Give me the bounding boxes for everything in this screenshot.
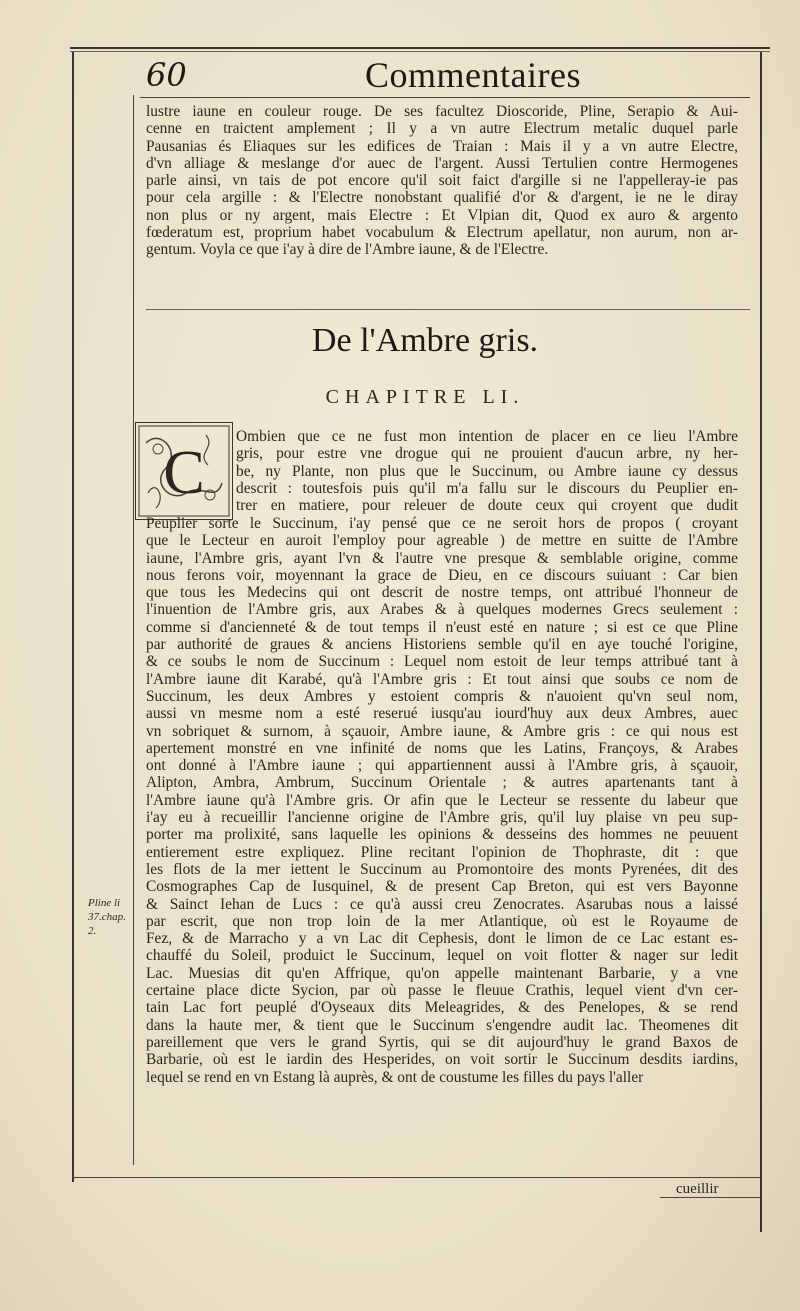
text-line: Cosmographes Cap de Iusquinel, & de present Cap Breton, qui est vers Bayonne xyxy=(146,878,738,896)
chapter-title: De l'Ambre gris. xyxy=(311,322,539,359)
margin-note xyxy=(88,896,130,938)
text-line: l'Ambre iaune dit Karabé, qu'à l'Ambre gris : Et tout ainsi que soubs ce nom de xyxy=(146,670,738,688)
dropcap-ornament xyxy=(136,423,232,519)
text-line: Pausanias és Eliaques sur les edifices de Traian : Mais il y a vn autre Electre, xyxy=(146,137,738,155)
chapter-body xyxy=(146,515,738,1086)
catchword-rule xyxy=(660,1197,760,1198)
text-line: descrit : toutesfois puis qu'il m'a fallu sur le discours du Peuplier en- xyxy=(236,479,738,497)
text-line: parle ainsi, vn tais de pot encore qu'il soit faict d'argille si ne l'appelleray-ie pas xyxy=(146,172,738,190)
catchword: cueillir xyxy=(676,1181,719,1197)
frame-left-rule xyxy=(72,52,74,1182)
text-line: entierement estre expliquez. Pline recitant l'opinion de Thophraste, dit : que xyxy=(146,843,738,861)
text-line: Ombien que ce ne fust mon intention de placer en ce lieu l'Ambre xyxy=(236,428,738,445)
text-line: tain Lac fort peuplé d'Oyseaux dits Meleagrides, & des Penelopes, & se rend xyxy=(146,999,738,1017)
text-line: gentum. Voyla ce que i'ay à dire de l'Ambre iaune, & de l'Electre. xyxy=(146,241,549,259)
text-line: & ce soubs le nom de Succinum : Lequel nom estoit de leur temps attribué tant à xyxy=(146,653,738,671)
dropcap-letter: C xyxy=(163,439,205,507)
margin-note-line: 37.chap. xyxy=(88,911,126,923)
text-line: i'ay eu à recueillir l'ancienne origine de l'Ambre gris, qu'il luy plaise vn peu sup- xyxy=(146,809,738,827)
page-number: 60 xyxy=(146,56,187,94)
text-line: Fez, & de Marracho y a vn Lac dit Cephesis, dont le limon de ce Lac estant es- xyxy=(146,930,738,948)
text-line: iaune, l'Ambre gris, ayant l'vn & l'autre vne presque & semblable origine, comme xyxy=(146,549,738,567)
text-line: cenne en traictent amplement ; Il y a vn autre Electrum metalic duquel parle xyxy=(146,120,738,138)
text-line: certaine place dicte Sycion, par où passe le fleuue Crathis, lequel vient d'vn cer- xyxy=(146,982,738,1000)
text-line: porter ma prolixité, sans laquelle les opinions & desseins des hommes ne peuuent xyxy=(146,826,738,844)
frame-right-rule xyxy=(760,52,762,1232)
text-line: gris, pour estre vne drogue qui ne prouient d'aucun arbre, ny her- xyxy=(236,445,738,463)
text-line: que tous les Medecins qui ont descrit de nostre temps, ont attribué l'honneur de xyxy=(146,584,738,602)
ornamental-initial-icon xyxy=(135,422,233,520)
text-line: Alipton, Ambra, Ambrum, Succinum Orientale ; & autres apartenants tant à xyxy=(146,774,738,792)
text-line: trer en matiere, pour releuer de doute ceux qui croyent que dudit xyxy=(236,497,738,515)
text-line: que le Lecteur en auroit l'employ pour agreable ) de mettre en suitte de l'Ambre xyxy=(146,532,738,550)
text-line: dans la haute mer, & tient que le Succinum s'engendre audit lac. Theomenes dit xyxy=(146,1016,738,1034)
text-line: par authorité de graues & anciens Historiens semble qu'il en aye touché l'origine, xyxy=(146,636,738,654)
text-line: fœderatum est, proprium habet vocabulum & Electrum apellatur, non aurum, non ar- xyxy=(146,224,738,242)
chapter-opening-lines xyxy=(236,428,738,514)
text-line: par escrit, que non trop loin de la mer Atlantique, où est le Royaume de xyxy=(146,912,738,930)
text-line: apertement monstré en vne infinité de noms que les Latins, Françoys, & Arabes xyxy=(146,739,738,757)
text-line: non plus or ny argent, mais Electre : Et Vlpian dit, Quod ex auro & argento xyxy=(146,206,738,224)
text-line: vn sobriquet & surnom, à sçauoir, Ambre iaune, & Ambre gris : ce qui nous est xyxy=(146,722,738,740)
text-line: be, ny Plante, non plus que le Succinum, ou Ambre iaune cy dessus xyxy=(236,462,738,480)
text-line: l'Ambre iaune qu'à l'Ambre gris. Or afin que le Lecteur se ressente du labeur que xyxy=(146,791,738,809)
text-line: les flots de la mer iettent le Succinum au Promontoire des monts Pyrenées, dit des xyxy=(146,860,738,878)
text-line: Lac. Muesias dit qu'en Affrique, qu'on appelle maintenant Barbarie, y a vne xyxy=(146,964,738,982)
text-line: chauffé du Soleil, produict le Succinum, lequel on voit flotter & nager sur ledit xyxy=(146,947,738,965)
margin-note-line: Pline li xyxy=(88,897,121,909)
text-line: ont donné à l'Ambre iaune ; qui appartiennent aussi à l'Ambre gris, à sçauoir, xyxy=(146,757,738,775)
text-line: Peuplier sorte le Succinum, i'ay pensé que ce ne seroit hors de propos ( croyant xyxy=(146,515,738,532)
text-line: comme si d'ancienneté & de tout temps il n'eust esté en nature ; si est ce que Pline xyxy=(146,618,738,636)
header-rule xyxy=(140,97,750,98)
text-line: nous ferons voir, moyennant la grace de Dieu, en ce discours suiuant : Car bien xyxy=(146,566,738,584)
chapter-number: CHAPITRE LI. xyxy=(325,386,525,408)
running-head: Commentaires xyxy=(365,55,581,95)
text-line: pour cela argille : & l'Electre nonobstant qualifié d'or & d'argent, ie ne le diray xyxy=(146,189,738,207)
text-line: l'inuention de l'Ambre gris, aux Arabes & à quelques modernes Grecs seulement : xyxy=(146,601,738,619)
text-line: & Sainct Iehan de Lucs : ce qu'à aussi creu Zenocrates. Asarubas nous a laissé xyxy=(146,895,738,913)
text-line: Barbarie, où est le iardin des Hesperides, on voit sortir le Succinum desdits iardins, xyxy=(146,1051,738,1069)
top-rule xyxy=(70,47,770,49)
section-separator xyxy=(146,309,750,310)
text-line: aussi vn mesme nom a esté reserué iusqu'au iourd'huy aux deux Ambres, auec xyxy=(146,705,738,723)
top-rule-thin xyxy=(70,51,770,52)
text-line: d'vn alliage & meslange d'or auec de l'argent. Aussi Tertulien contre Hermogenes xyxy=(146,154,738,172)
margin-note-line: 2. xyxy=(88,925,97,937)
text-line: lustre iaune en couleur rouge. De ses facultez Dioscoride, Pline, Serapio & Aui- xyxy=(146,103,738,120)
previous-chapter-ending xyxy=(146,103,738,259)
bottom-rule xyxy=(72,1177,760,1178)
text-line: lequel se rend en vn Estang là auprès, & ont de coustume les filles du pays l'aller xyxy=(146,1068,644,1086)
text-line: pareillement que vers le grand Syrtis, qui se dit aujourd'huy le grand Baxos de xyxy=(146,1033,738,1051)
text-line: Succinum, les deux Ambres y estoient compris & n'auoient qu'vn seul nom, xyxy=(146,687,738,705)
text-column-rule xyxy=(133,95,134,1165)
